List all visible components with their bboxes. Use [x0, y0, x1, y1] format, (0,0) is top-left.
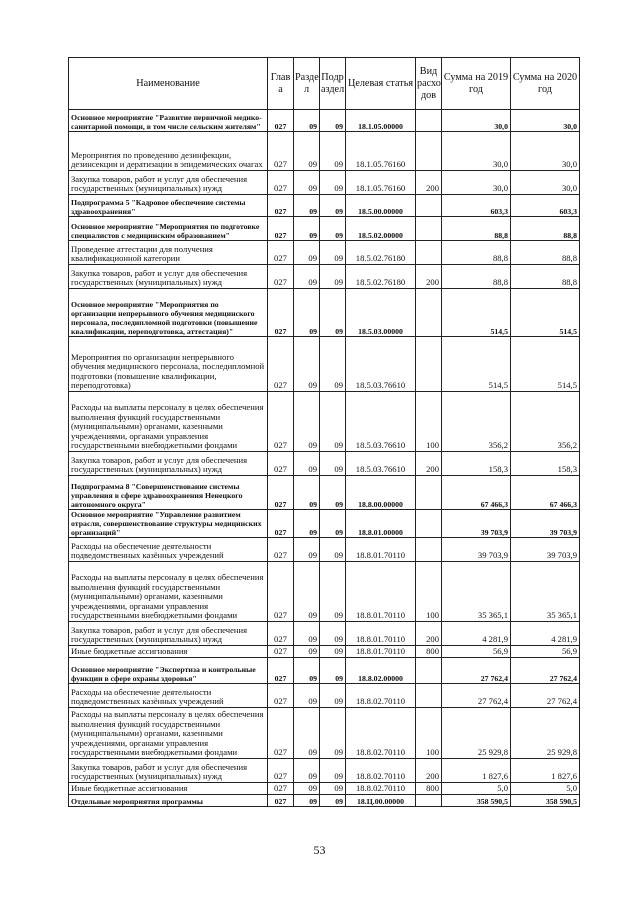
row-name: Основное мероприятие "Управление развитием отрасли, совершенствование структуры медицинских организаций" — [69, 510, 268, 538]
row-target-article: 18.5.02.76180 — [346, 241, 416, 265]
row-target-article: 18.5.03.76610 — [346, 337, 416, 392]
table-row — [69, 510, 580, 538]
row-glav: 027 — [268, 759, 294, 783]
row-name: Отдельные мероприятия программы — [69, 795, 268, 807]
row-sum-2020: 30,0 — [511, 110, 580, 132]
row-razdel: 09 — [294, 171, 320, 195]
row-target-article: 18.8.02.70110 — [346, 684, 416, 708]
row-razdel: 09 — [294, 195, 320, 217]
row-sum-2020: 35 365,1 — [511, 562, 580, 622]
row-target-article: 18.8.01.00000 — [346, 510, 416, 538]
row-podrazdel: 09 — [320, 265, 346, 289]
row-sum-2019: 39 703,9 — [442, 538, 511, 562]
row-sum-2020: 25 929,8 — [511, 708, 580, 759]
row-glav: 027 — [268, 110, 294, 132]
row-podrazdel: 09 — [320, 171, 346, 195]
row-name: Основное мероприятие "Экспертиза и контрольные функции в сфере охраны здоровья" — [69, 658, 268, 684]
table-row — [69, 684, 580, 708]
row-sum-2020: 88,8 — [511, 241, 580, 265]
row-name: Мероприятия по организации непрерывного обучения медицинского персонала, последипломной подготовки (повышение квалификации, переподготовка) — [69, 337, 268, 392]
row-sum-2019: 603,3 — [442, 195, 511, 217]
row-razdel: 09 — [294, 622, 320, 646]
row-expense-type — [416, 538, 442, 562]
row-sum-2020: 56,9 — [511, 646, 580, 658]
row-glav: 027 — [268, 171, 294, 195]
row-sum-2019: 358 590,5 — [442, 795, 511, 807]
row-expense-type — [416, 217, 442, 241]
row-sum-2020: 358 590,5 — [511, 795, 580, 807]
row-target-article: 18.5.03.00000 — [346, 289, 416, 337]
row-glav: 027 — [268, 241, 294, 265]
row-name: Закупка товаров, работ и услуг для обеспечения государственных (муниципальных) нужд — [69, 265, 268, 289]
row-razdel: 09 — [294, 538, 320, 562]
row-glav: 027 — [268, 217, 294, 241]
table-row — [69, 195, 580, 217]
row-podrazdel: 09 — [320, 646, 346, 658]
row-sum-2019: 25 929,8 — [442, 708, 511, 759]
row-glav: 027 — [268, 646, 294, 658]
row-sum-2019: 88,8 — [442, 217, 511, 241]
row-podrazdel: 09 — [320, 217, 346, 241]
row-sum-2020: 4 281,9 — [511, 622, 580, 646]
row-expense-type — [416, 658, 442, 684]
row-expense-type: 800 — [416, 783, 442, 795]
row-target-article: 18.8.01.70110 — [346, 562, 416, 622]
table-header-row — [69, 58, 580, 110]
table-row — [69, 658, 580, 684]
row-glav: 027 — [268, 708, 294, 759]
row-name: Закупка товаров, работ и услуг для обеспечения государственных (муниципальных) нужд — [69, 759, 268, 783]
row-expense-type: 800 — [416, 646, 442, 658]
header-glav: Глав а — [268, 58, 294, 110]
row-glav: 027 — [268, 476, 294, 510]
header-podrazdel: Подр аздел — [320, 58, 346, 110]
row-sum-2019: 356,2 — [442, 392, 511, 452]
row-sum-2020: 88,8 — [511, 217, 580, 241]
row-glav: 027 — [268, 289, 294, 337]
table-row — [69, 392, 580, 452]
table-row — [69, 538, 580, 562]
row-target-article: 18.8.01.70110 — [346, 538, 416, 562]
row-name: Расходы на выплаты персоналу в целях обеспечения выполнения функций государственными (муниципальными) органами, казенными учреждениями, органами управления государственными внебюджетными фондами — [69, 708, 268, 759]
row-sum-2020: 1 827,6 — [511, 759, 580, 783]
row-name: Подпрограмма 5 "Кадровое обеспечение системы здравоохранения" — [69, 195, 268, 217]
row-sum-2019: 514,5 — [442, 337, 511, 392]
row-razdel: 09 — [294, 217, 320, 241]
table-row — [69, 171, 580, 195]
header-sum-2019: Сумма на 2019 год — [442, 58, 511, 110]
row-glav: 027 — [268, 684, 294, 708]
row-target-article: 18.8.01.70110 — [346, 646, 416, 658]
row-glav: 027 — [268, 510, 294, 538]
row-sum-2019: 5,0 — [442, 783, 511, 795]
row-target-article: 18.8.02.00000 — [346, 658, 416, 684]
row-glav: 027 — [268, 265, 294, 289]
row-sum-2020: 158,3 — [511, 452, 580, 476]
row-name: Расходы на выплаты персоналу в целях обеспечения выполнения функций государственными (муниципальными) органами, казенными учреждениями, органами управления государственными внебюджетными фондами — [69, 562, 268, 622]
row-sum-2019: 1 827,6 — [442, 759, 511, 783]
row-sum-2020: 39 703,9 — [511, 538, 580, 562]
row-glav: 027 — [268, 337, 294, 392]
table-row — [69, 132, 580, 171]
row-name: Проведение аттестации для получения квалификационной категории — [69, 241, 268, 265]
row-sum-2020: 603,3 — [511, 195, 580, 217]
row-expense-type — [416, 795, 442, 807]
row-razdel: 09 — [294, 476, 320, 510]
row-sum-2019: 30,0 — [442, 132, 511, 171]
row-expense-type — [416, 684, 442, 708]
row-sum-2020: 514,5 — [511, 289, 580, 337]
table-row — [69, 110, 580, 132]
row-sum-2019: 56,9 — [442, 646, 511, 658]
row-target-article: 18.8.00.00000 — [346, 476, 416, 510]
row-sum-2020: 27 762,4 — [511, 658, 580, 684]
row-glav: 027 — [268, 392, 294, 452]
row-sum-2019: 88,8 — [442, 265, 511, 289]
row-podrazdel: 09 — [320, 110, 346, 132]
row-name: Подпрограмма 8 "Совершенствование системы управления в сфере здравоохранения Ненецкого автономного округа" — [69, 476, 268, 510]
row-glav: 027 — [268, 622, 294, 646]
row-glav: 027 — [268, 658, 294, 684]
table-row — [69, 783, 580, 795]
row-sum-2019: 35 365,1 — [442, 562, 511, 622]
row-podrazdel: 09 — [320, 684, 346, 708]
row-expense-type — [416, 510, 442, 538]
row-expense-type — [416, 241, 442, 265]
row-podrazdel: 09 — [320, 783, 346, 795]
row-sum-2020: 27 762,4 — [511, 684, 580, 708]
row-razdel: 09 — [294, 684, 320, 708]
table-row — [69, 622, 580, 646]
row-expense-type — [416, 110, 442, 132]
row-sum-2020: 356,2 — [511, 392, 580, 452]
row-expense-type: 100 — [416, 562, 442, 622]
row-expense-type — [416, 195, 442, 217]
row-expense-type: 200 — [416, 265, 442, 289]
row-razdel: 09 — [294, 337, 320, 392]
row-sum-2020: 30,0 — [511, 171, 580, 195]
row-target-article: 18.1.05.00000 — [346, 110, 416, 132]
row-podrazdel: 09 — [320, 562, 346, 622]
row-name: Иные бюджетные ассигнования — [69, 783, 268, 795]
header-sum-2020: Сумма на 2020 год — [511, 58, 580, 110]
row-sum-2020: 514,5 — [511, 337, 580, 392]
table-row — [69, 759, 580, 783]
row-razdel: 09 — [294, 110, 320, 132]
row-razdel: 09 — [294, 658, 320, 684]
table-row — [69, 708, 580, 759]
row-name: Расходы на обеспечение деятельности подведомственных казённых учреждений — [69, 538, 268, 562]
table-row — [69, 265, 580, 289]
row-expense-type: 200 — [416, 759, 442, 783]
row-podrazdel: 09 — [320, 452, 346, 476]
row-target-article: 18.5.00.00000 — [346, 195, 416, 217]
row-podrazdel: 09 — [320, 195, 346, 217]
header-target-article: Целевая статья — [346, 58, 416, 110]
row-razdel: 09 — [294, 759, 320, 783]
row-podrazdel: 09 — [320, 289, 346, 337]
row-razdel: 09 — [294, 289, 320, 337]
row-sum-2020: 67 466,3 — [511, 476, 580, 510]
row-sum-2020: 88,8 — [511, 265, 580, 289]
row-target-article: 18.5.02.00000 — [346, 217, 416, 241]
row-target-article: 18.8.01.70110 — [346, 622, 416, 646]
row-sum-2019: 30,0 — [442, 171, 511, 195]
row-sum-2019: 27 762,4 — [442, 684, 511, 708]
row-sum-2019: 4 281,9 — [442, 622, 511, 646]
row-glav: 027 — [268, 783, 294, 795]
table-row — [69, 337, 580, 392]
row-expense-type — [416, 289, 442, 337]
table-row — [69, 795, 580, 807]
row-expense-type — [416, 337, 442, 392]
row-target-article: 18.5.03.76610 — [346, 392, 416, 452]
row-name: Расходы на выплаты персоналу в целях обеспечения выполнения функций государственными (муниципальными) органами, казенными учреждениями, органами управления государственными внебюджетными фондами — [69, 392, 268, 452]
row-razdel: 09 — [294, 795, 320, 807]
row-podrazdel: 09 — [320, 392, 346, 452]
row-sum-2019: 88,8 — [442, 241, 511, 265]
table-row — [69, 476, 580, 510]
row-target-article: 18.8.02.70110 — [346, 708, 416, 759]
row-target-article: 18.8.02.70110 — [346, 759, 416, 783]
row-podrazdel: 09 — [320, 708, 346, 759]
row-name: Закупка товаров, работ и услуг для обеспечения государственных (муниципальных) нужд — [69, 622, 268, 646]
row-name: Основное мероприятие "Развитие первичной медико-санитарной помощи, в том числе сельским жителям" — [69, 110, 268, 132]
row-glav: 027 — [268, 538, 294, 562]
row-target-article: 18.1.05.76160 — [346, 171, 416, 195]
row-name: Мероприятия по проведению дезинфекции, дезинсекции и дератизации в эпидемических очагах — [69, 132, 268, 171]
header-name: Наименование — [69, 58, 268, 110]
row-razdel: 09 — [294, 132, 320, 171]
row-razdel: 09 — [294, 510, 320, 538]
page-number: 53 — [313, 843, 326, 857]
row-sum-2019: 27 762,4 — [442, 658, 511, 684]
row-glav: 027 — [268, 795, 294, 807]
row-target-article: 18.5.02.76180 — [346, 265, 416, 289]
row-sum-2019: 30,0 — [442, 110, 511, 132]
row-razdel: 09 — [294, 562, 320, 622]
row-name: Расходы на обеспечение деятельности подведомственных казённых учреждений — [69, 684, 268, 708]
row-razdel: 09 — [294, 783, 320, 795]
row-sum-2019: 67 466,3 — [442, 476, 511, 510]
row-podrazdel: 09 — [320, 241, 346, 265]
row-podrazdel: 09 — [320, 795, 346, 807]
row-glav: 027 — [268, 452, 294, 476]
row-glav: 027 — [268, 562, 294, 622]
row-sum-2020: 39 703,9 — [511, 510, 580, 538]
row-razdel: 09 — [294, 241, 320, 265]
table-body — [69, 110, 580, 807]
table-row — [69, 289, 580, 337]
row-expense-type — [416, 132, 442, 171]
row-sum-2020: 5,0 — [511, 783, 580, 795]
row-name: Иные бюджетные ассигнования — [69, 646, 268, 658]
row-target-article: 18.Ц.00.00000 — [346, 795, 416, 807]
row-name: Основное мероприятие "Мероприятия по подготовке специалистов с медицинским образованием" — [69, 217, 268, 241]
row-expense-type: 100 — [416, 708, 442, 759]
row-sum-2019: 514,5 — [442, 289, 511, 337]
row-expense-type — [416, 476, 442, 510]
row-glav: 027 — [268, 132, 294, 171]
row-expense-type: 200 — [416, 452, 442, 476]
header-razdel: Разде л — [294, 58, 320, 110]
row-podrazdel: 09 — [320, 476, 346, 510]
row-glav: 027 — [268, 195, 294, 217]
row-expense-type: 100 — [416, 392, 442, 452]
table-row — [69, 452, 580, 476]
row-razdel: 09 — [294, 646, 320, 658]
row-sum-2019: 39 703,9 — [442, 510, 511, 538]
row-podrazdel: 09 — [320, 510, 346, 538]
header-expense-type: Вид расхо дов — [416, 58, 442, 110]
row-podrazdel: 09 — [320, 132, 346, 171]
row-podrazdel: 09 — [320, 622, 346, 646]
row-razdel: 09 — [294, 392, 320, 452]
row-sum-2019: 158,3 — [442, 452, 511, 476]
row-name: Основное мероприятие "Мероприятия по организации непрерывного обучения медицинского персонала, последипломной подготовки (повышение квалификации, переподготовка, аттестация)" — [69, 289, 268, 337]
row-name: Закупка товаров, работ и услуг для обеспечения государственных (муниципальных) нужд — [69, 171, 268, 195]
table-row — [69, 646, 580, 658]
table-row — [69, 562, 580, 622]
row-name: Закупка товаров, работ и услуг для обеспечения государственных (муниципальных) нужд — [69, 452, 268, 476]
row-razdel: 09 — [294, 452, 320, 476]
row-razdel: 09 — [294, 265, 320, 289]
row-podrazdel: 09 — [320, 337, 346, 392]
table-row — [69, 241, 580, 265]
row-razdel: 09 — [294, 708, 320, 759]
row-podrazdel: 09 — [320, 658, 346, 684]
row-podrazdel: 09 — [320, 759, 346, 783]
row-target-article: 18.8.02.70110 — [346, 783, 416, 795]
row-target-article: 18.1.05.76160 — [346, 132, 416, 171]
budget-table — [68, 57, 580, 807]
row-target-article: 18.5.03.76610 — [346, 452, 416, 476]
row-podrazdel: 09 — [320, 538, 346, 562]
row-expense-type: 200 — [416, 622, 442, 646]
row-sum-2020: 30,0 — [511, 132, 580, 171]
table-row — [69, 217, 580, 241]
row-expense-type: 200 — [416, 171, 442, 195]
